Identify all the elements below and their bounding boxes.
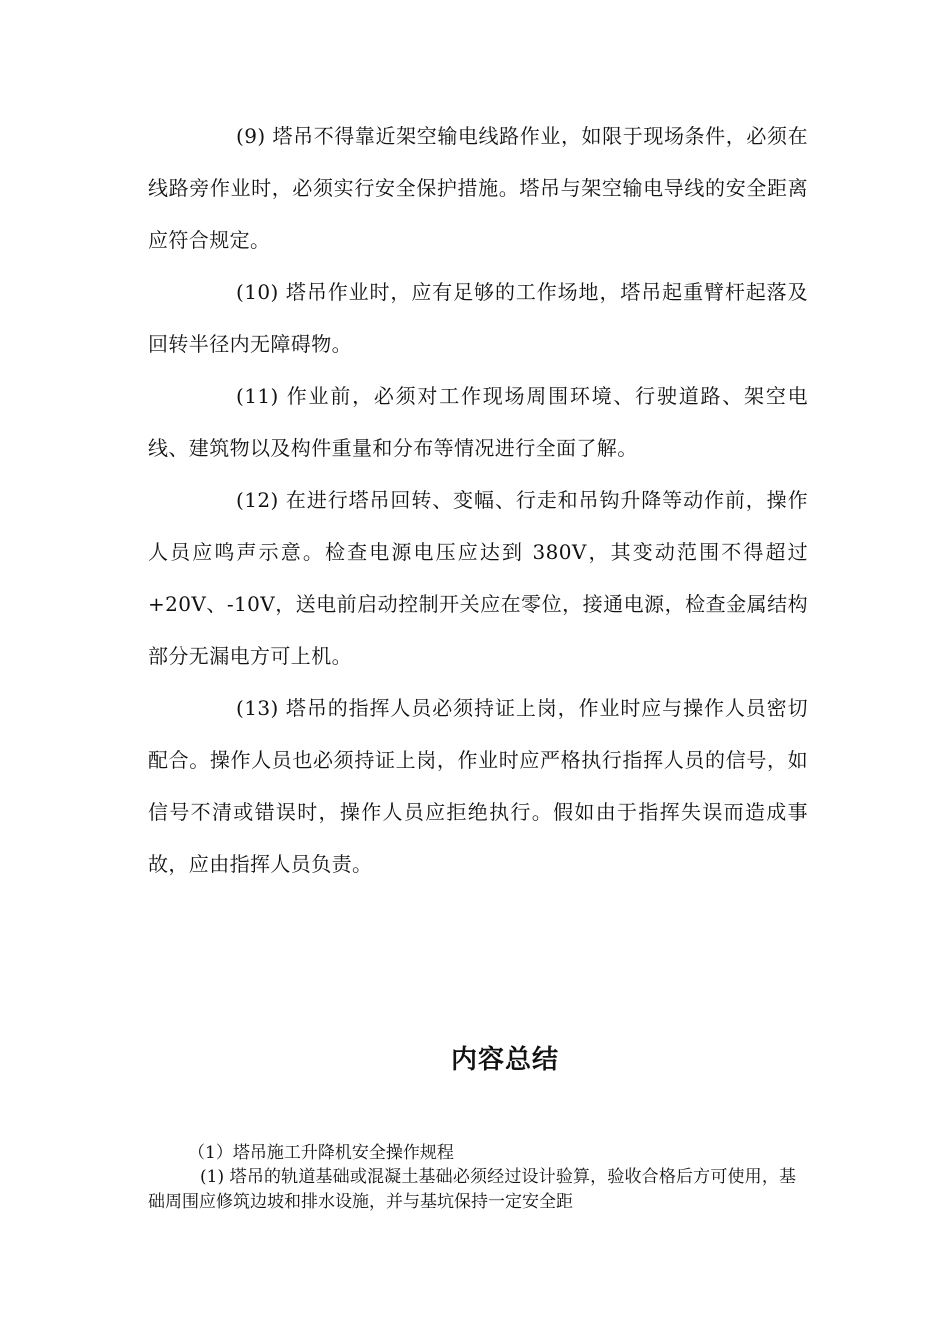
paragraph-9: (9) 塔吊不得靠近架空输电线路作业，如限于现场条件，必须在线路旁作业时，必须实行安全保护措施。塔吊与架空输电导线的安全距离应符合规定。 — [148, 124, 808, 252]
paragraph-10: (10) 塔吊作业时，应有足够的工作场地，塔吊起重臂杆起落及回转半径内无障碍物。 — [148, 280, 808, 356]
paragraph-12: (12) 在进行塔吊回转、变幅、行走和吊钩升降等动作前，操作人员应鸣声示意。检查电源电压应达到 380V，其变动范围不得超过+20V、-10V，送电前启动控制开关应在零位，接通电源，检查金属结构部分无漏电方可上机。 — [148, 488, 808, 668]
paragraph-13: (13) 塔吊的指挥人员必须持证上岗，作业时应与操作人员密切配合。操作人员也必须持证上岗，作业时应严格执行指挥人员的信号，如信号不清或错误时，操作人员应拒绝执行。假如由于指挥失误而造成事故，应由指挥人员负责。 — [148, 696, 808, 876]
summary-heading: （1）塔吊施工升降机安全操作规程 — [188, 1143, 454, 1163]
paragraph-11: (11) 作业前，必须对工作现场周围环境、行驶道路、架空电线、建筑物以及构件重量和分布等情况进行全面了解。 — [148, 384, 808, 460]
summary-title: 内容总结 — [450, 1045, 559, 1075]
summary-paragraph: (1) 塔吊的轨道基础或混凝土基础必须经过设计验算，验收合格后方可使用，基础周围应修筑边坡和排水设施，并与基坑保持一定安全距 — [148, 1167, 796, 1212]
